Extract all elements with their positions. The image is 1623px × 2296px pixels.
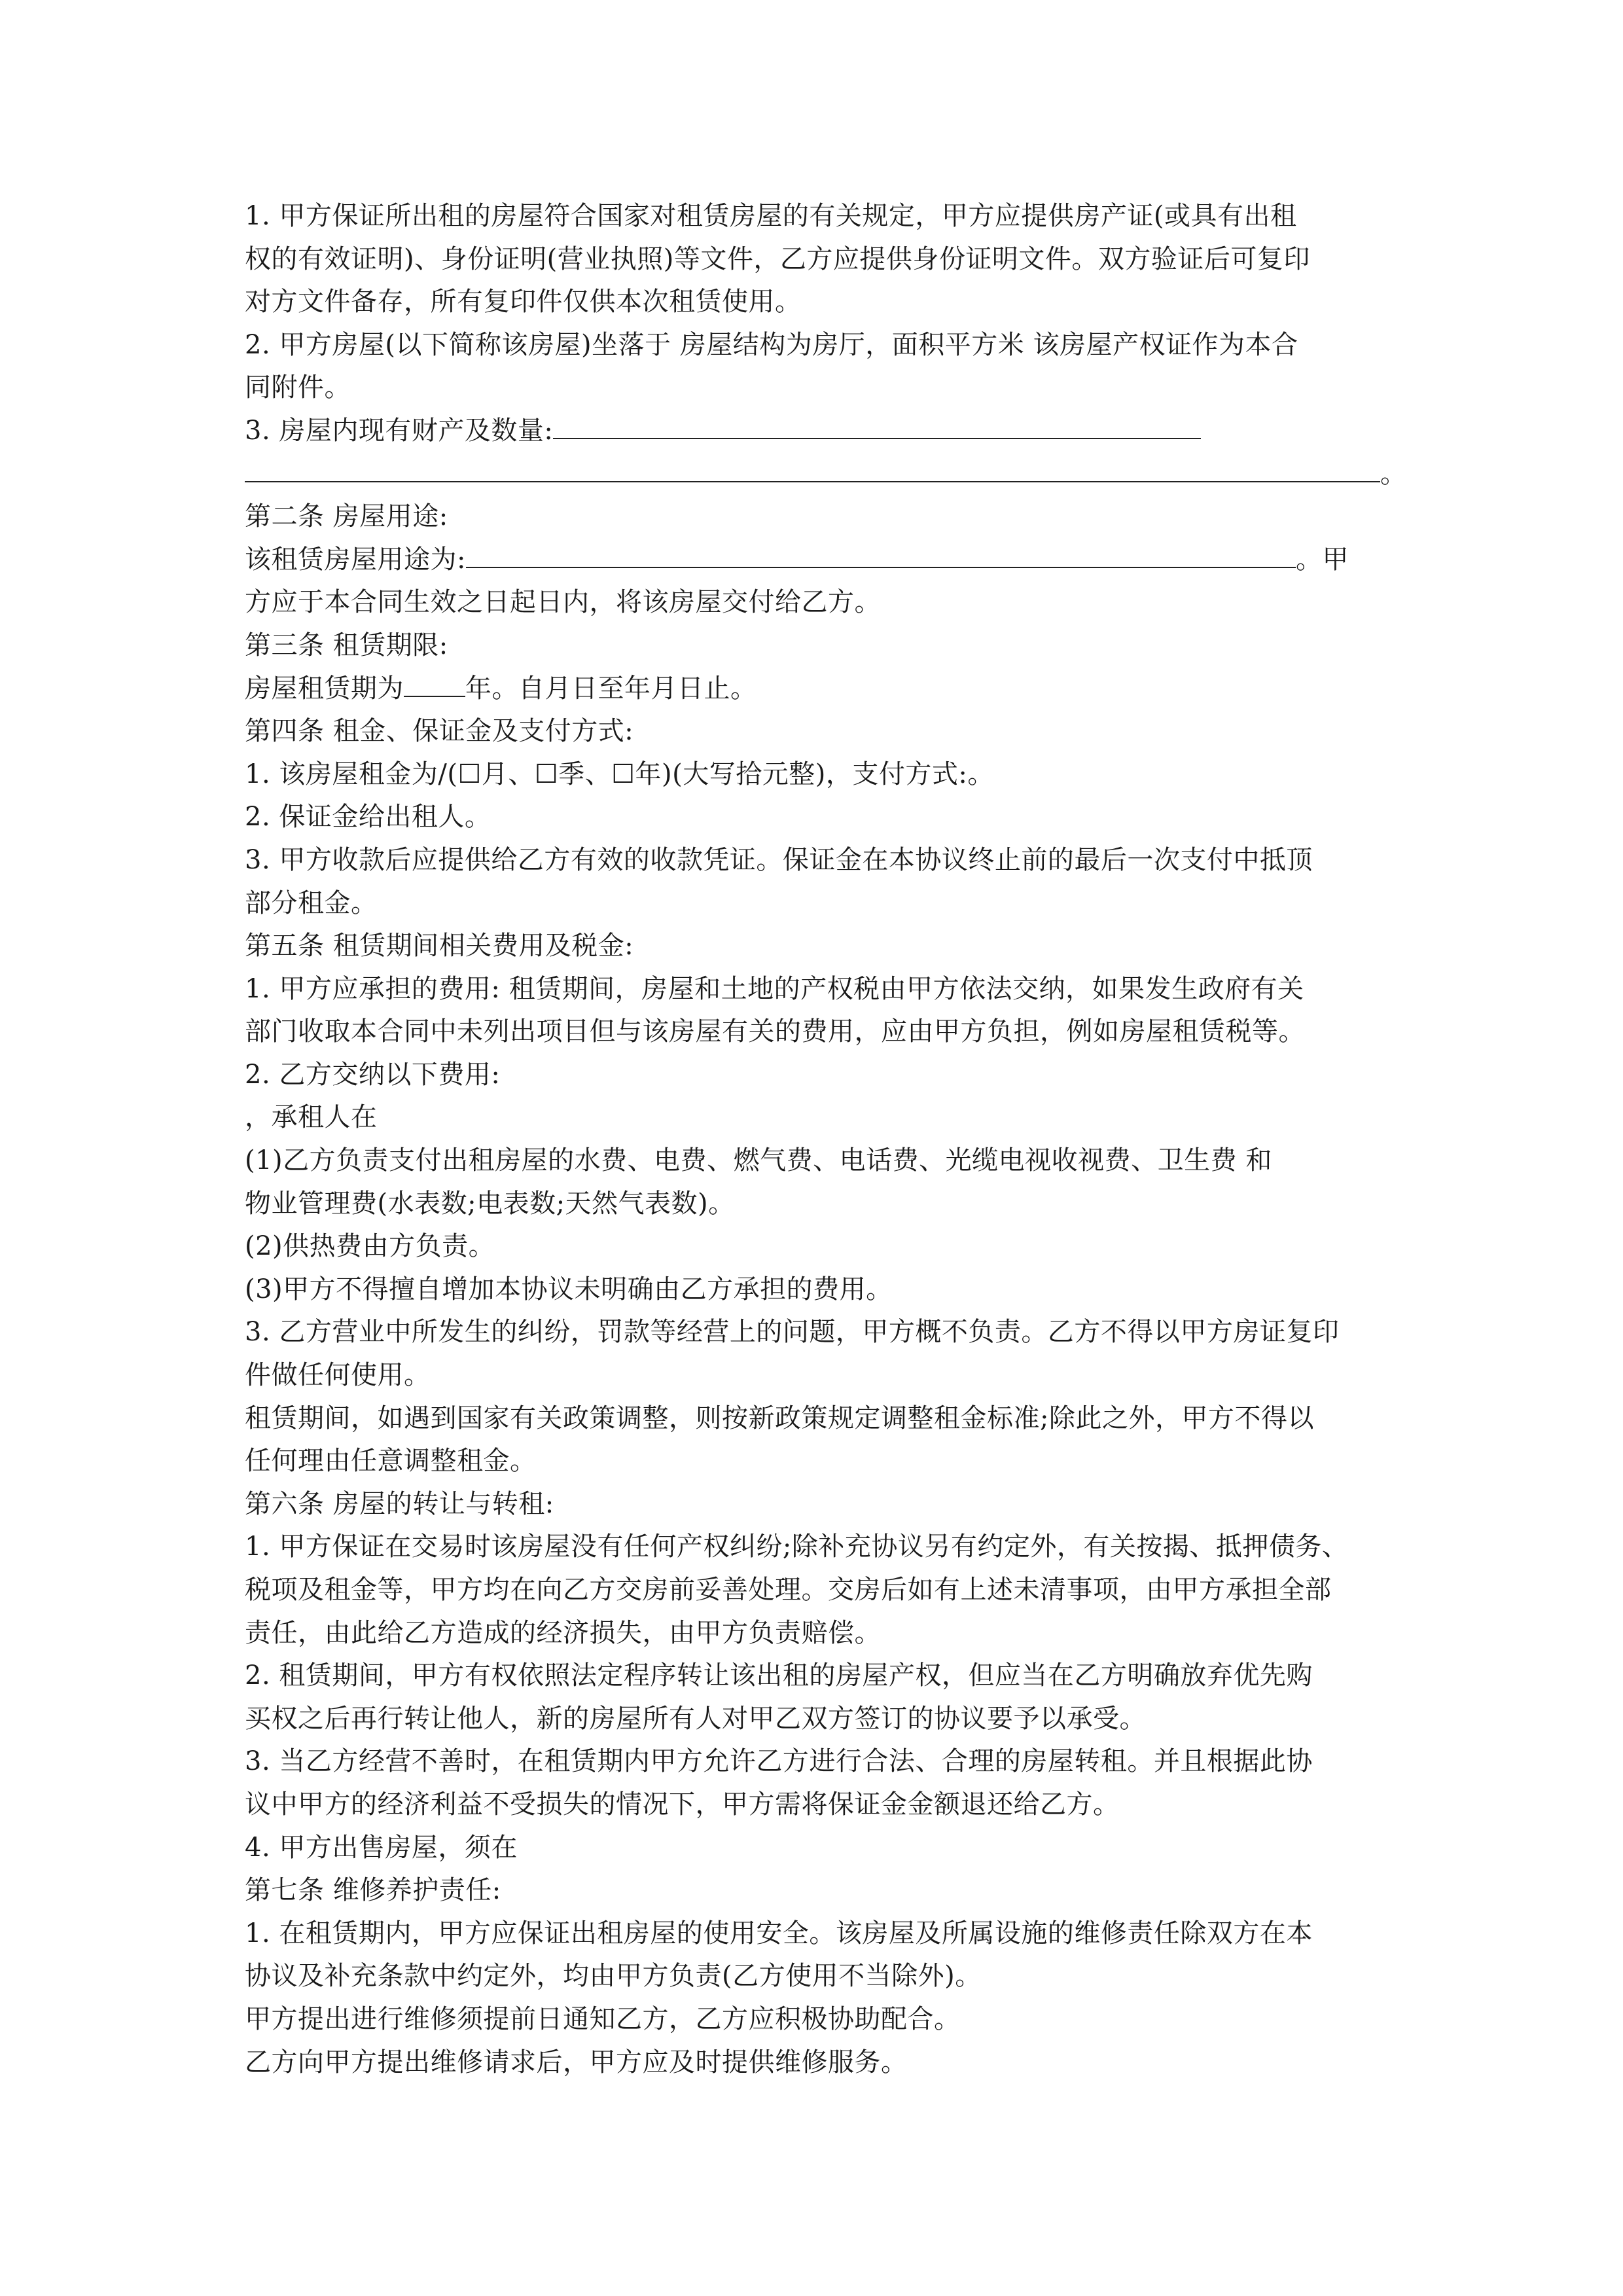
text-line: 协议及补充条款中约定外，均由甲方负责(乙方使用不当除外)。 [245,1961,982,1992]
text-line: 议中甲方的经济利益不受损失的情况下，甲方需将保证金金额退还给乙方。 [245,1789,1120,1820]
text-line: 该租赁房屋用途为: 。甲 [245,544,1349,575]
text-line: (2)供热费由方负责。 [245,1231,495,1262]
section-heading: 第三条 租赁期限: [245,630,448,660]
text-line: 3. 房屋内现有财产及数量: [245,410,1397,453]
fill-in-blank [245,457,1380,482]
text-line: 对方文件备存，所有复印件仅供本次租赁使用。 [245,287,802,317]
text-line: 2. 乙方交纳以下费用: [245,1059,501,1090]
text-line: 同附件。 [245,372,351,403]
text-line: 责任，由此给乙方造成的经济损失，由甲方负责赔偿。 [245,1617,881,1648]
text-line: 2. 保证金给出租人。 [245,802,491,833]
fill-in-blank [466,543,1296,568]
text-line: 1. 在租赁期内，甲方应保证出租房屋的使用安全。该房屋及所属设施的维修责任除双方在本 [245,1918,1313,1948]
text-line: 税项及租金等，甲方均在向乙方交房前妥善处理。交房后如有上述未清事项，由甲方承担全部 [245,1575,1332,1605]
text-line: 物业管理费(水表数;电表数;天然气表数)。 [245,1188,735,1219]
text-line: 权的有效证明)、身份证明(营业执照)等文件，乙方应提供身份证明文件。双方验证后可复印 [245,243,1310,274]
section-heading: 第七条 维修养护责任: [245,1875,501,1906]
text-line: 2. 租赁期间，甲方有权依照法定程序转让该出租的房屋产权，但应当在乙方明确放弃优先购 [245,1660,1313,1691]
text-line: 租赁期间，如遇到国家有关政策调整，则按新政策规定调整租金标准;除此之外，甲方不得以 [245,1403,1314,1433]
section-heading: 第四条 租金、保证金及支付方式: [245,716,634,747]
text-line: (1)乙方负责支付出租房屋的水费、电费、燃气费、电话费、光缆电视收视费、卫生费 和 [245,1145,1272,1176]
text-line: 方应于本合同生效之日起日内，将该房屋交付给乙方。 [245,587,881,618]
text-line: 部门收取本合同中未列出项目但与该房屋有关的费用，应由甲方负担，例如房屋租赁税等。 [245,1016,1305,1047]
text-line: 3. 甲方收款后应提供给乙方有效的收款凭证。保证金在本协议终止前的最后一次支付中抵顶 [245,844,1313,875]
text-line: 4. 甲方出售房屋，须在 [245,1832,518,1863]
text-line: 房屋租赁期为 年。自月日至年月日止。 [245,673,757,704]
contract-body [245,195,1407,2084]
section-heading: 第二条 房屋用途: [245,501,448,532]
text-line: 。 [245,453,1397,496]
text-line: 买权之后再行转让他人，新的房屋所有人对甲乙双方签订的协议要予以承受。 [245,1703,1146,1734]
section-heading: 第五条 租赁期间相关费用及税金: [245,931,634,961]
text-line: 1. 甲方应承担的费用: 租赁期间，房屋和土地的产权税由甲方依法交纳，如果发生政府有关 [245,973,1304,1004]
text-line: 1. 甲方保证在交易时该房屋没有任何产权纠纷;除补充协议另有约定外，有关按揭、抵押债务、 [245,1532,1349,1562]
text-line: (3)甲方不得擅自增加本协议未明确由乙方承担的费用。 [245,1274,893,1304]
text-line: 乙方向甲方提出维修请求后，甲方应及时提供维修服务。 [245,2047,908,2077]
fill-in-blank [404,672,465,697]
text-line: ，承租人在 [245,1102,378,1133]
text-line: 部分租金。 [245,888,378,918]
text-line: 2. 甲方房屋(以下简称该房屋)坐落于 房屋结构为房厅，面积平方米 该房屋产权证作为本合 [245,329,1298,360]
text-line: 任何理由任意调整租金。 [245,1446,537,1477]
text-line: 3. 乙方营业中所发生的纠纷，罚款等经营上的问题，甲方概不负责。乙方不得以甲方房证复印 [245,1317,1340,1348]
section-heading: 第六条 房屋的转让与转租: [245,1488,554,1519]
text-line: 3. 当乙方经营不善时，在租赁期内甲方允许乙方进行合法、合理的房屋转租。并且根据此协 [245,1746,1313,1777]
fill-in-blank [553,414,1201,439]
text-line: 件做任何使用。 [245,1360,431,1391]
text-line: 甲方提出进行维修须提前日通知乙方，乙方应积极协助配合。 [245,2003,961,2034]
text-line: 1. 该房屋租金为/(☐月、☐季、☐年)(大写拾元整)，支付方式:。 [245,759,994,789]
text-line: 1. 甲方保证所出租的房屋符合国家对租赁房屋的有关规定，甲方应提供房产证(或具有出租 [245,201,1297,231]
